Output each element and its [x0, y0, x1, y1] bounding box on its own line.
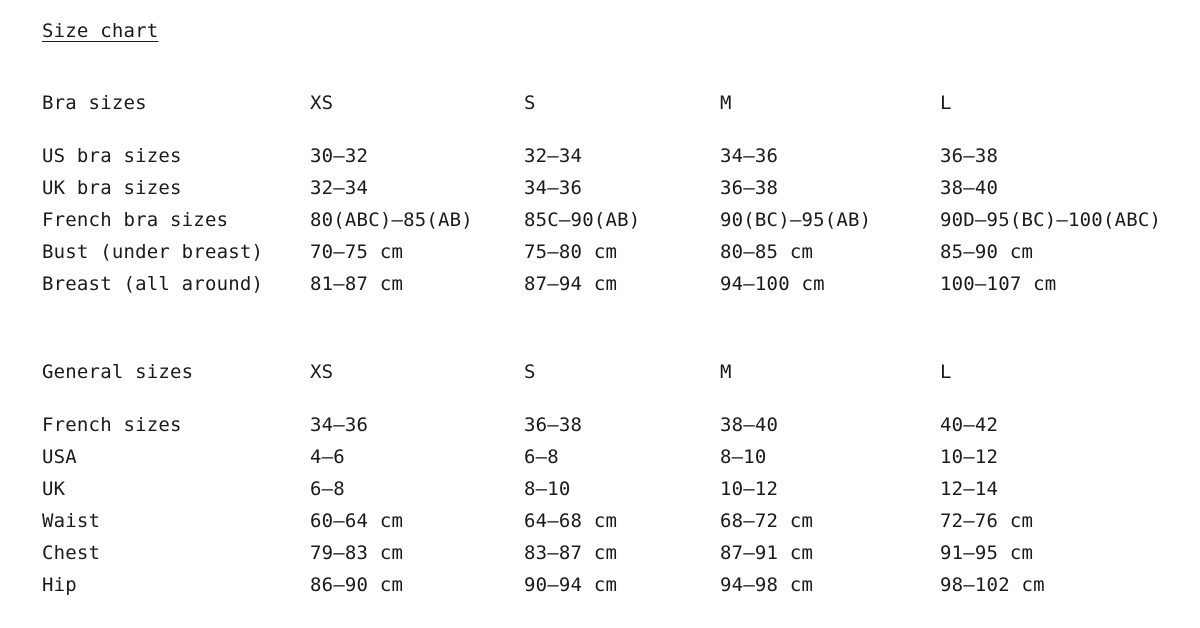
row-label: French bra sizes [42, 209, 229, 231]
cell-s: 32–34 [524, 145, 583, 167]
row-label: Breast (all around) [42, 273, 264, 295]
cell-m: 80–85 cm [720, 241, 814, 263]
row-label: Chest [42, 542, 101, 564]
cell-xs: 60–64 cm [310, 510, 404, 532]
general-header-m: M [720, 361, 732, 383]
bra-header-l: L [940, 92, 952, 114]
table-row [0, 540, 1200, 566]
cell-l: 91–95 cm [940, 542, 1034, 564]
cell-l: 38–40 [940, 177, 999, 199]
table-row [0, 175, 1200, 201]
general-header-row [0, 359, 1200, 385]
cell-l: 40–42 [940, 414, 999, 436]
cell-s: 75–80 cm [524, 241, 618, 263]
row-label: US bra sizes [42, 145, 182, 167]
cell-xs: 70–75 cm [310, 241, 404, 263]
table-row [0, 572, 1200, 598]
cell-l: 98–102 cm [940, 574, 1045, 596]
table-row [0, 143, 1200, 169]
cell-m: 87–91 cm [720, 542, 814, 564]
cell-xs: 79–83 cm [310, 542, 404, 564]
cell-xs: 34–36 [310, 414, 369, 436]
general-header-l: L [940, 361, 952, 383]
row-label: Waist [42, 510, 101, 532]
cell-l: 10–12 [940, 446, 999, 468]
table-row [0, 412, 1200, 438]
table-row [0, 508, 1200, 534]
cell-s: 83–87 cm [524, 542, 618, 564]
cell-xs: 30–32 [310, 145, 369, 167]
bra-header-m: M [720, 92, 732, 114]
cell-m: 68–72 cm [720, 510, 814, 532]
cell-s: 87–94 cm [524, 273, 618, 295]
cell-l: 85–90 cm [940, 241, 1034, 263]
cell-m: 36–38 [720, 177, 779, 199]
row-label: UK bra sizes [42, 177, 182, 199]
table-row [0, 476, 1200, 502]
cell-xs: 32–34 [310, 177, 369, 199]
cell-xs: 6–8 [310, 478, 345, 500]
row-label: Hip [42, 574, 77, 596]
table-row [0, 444, 1200, 470]
cell-m: 94–98 cm [720, 574, 814, 596]
cell-m: 8–10 [720, 446, 767, 468]
cell-l: 36–38 [940, 145, 999, 167]
bra-header-row [0, 90, 1200, 116]
cell-l: 100–107 cm [940, 273, 1057, 295]
cell-s: 85C–90(AB) [524, 209, 641, 231]
general-header-xs: XS [310, 361, 334, 383]
row-label: USA [42, 446, 77, 468]
table-row [0, 271, 1200, 297]
bra-header-label: Bra sizes [42, 92, 147, 114]
cell-xs: 86–90 cm [310, 574, 404, 596]
cell-s: 36–38 [524, 414, 583, 436]
cell-xs: 4–6 [310, 446, 345, 468]
cell-m: 90(BC)–95(AB) [720, 209, 872, 231]
cell-m: 34–36 [720, 145, 779, 167]
cell-s: 34–36 [524, 177, 583, 199]
cell-m: 38–40 [720, 414, 779, 436]
table-row [0, 207, 1200, 233]
cell-s: 6–8 [524, 446, 559, 468]
row-label: French sizes [42, 414, 182, 436]
cell-l: 72–76 cm [940, 510, 1034, 532]
row-label: UK [42, 478, 66, 500]
table-row [0, 239, 1200, 265]
bra-header-s: S [524, 92, 536, 114]
cell-xs: 81–87 cm [310, 273, 404, 295]
cell-s: 90–94 cm [524, 574, 618, 596]
cell-s: 64–68 cm [524, 510, 618, 532]
general-header-label: General sizes [42, 361, 194, 383]
cell-l: 90D–95(BC)–100(ABC) [940, 209, 1162, 231]
page-title: Size chart [42, 20, 159, 42]
general-header-s: S [524, 361, 536, 383]
cell-s: 8–10 [524, 478, 571, 500]
bra-header-xs: XS [310, 92, 334, 114]
cell-m: 10–12 [720, 478, 779, 500]
row-label: Bust (under breast) [42, 241, 264, 263]
cell-l: 12–14 [940, 478, 999, 500]
cell-m: 94–100 cm [720, 273, 825, 295]
cell-xs: 80(ABC)–85(AB) [310, 209, 473, 231]
